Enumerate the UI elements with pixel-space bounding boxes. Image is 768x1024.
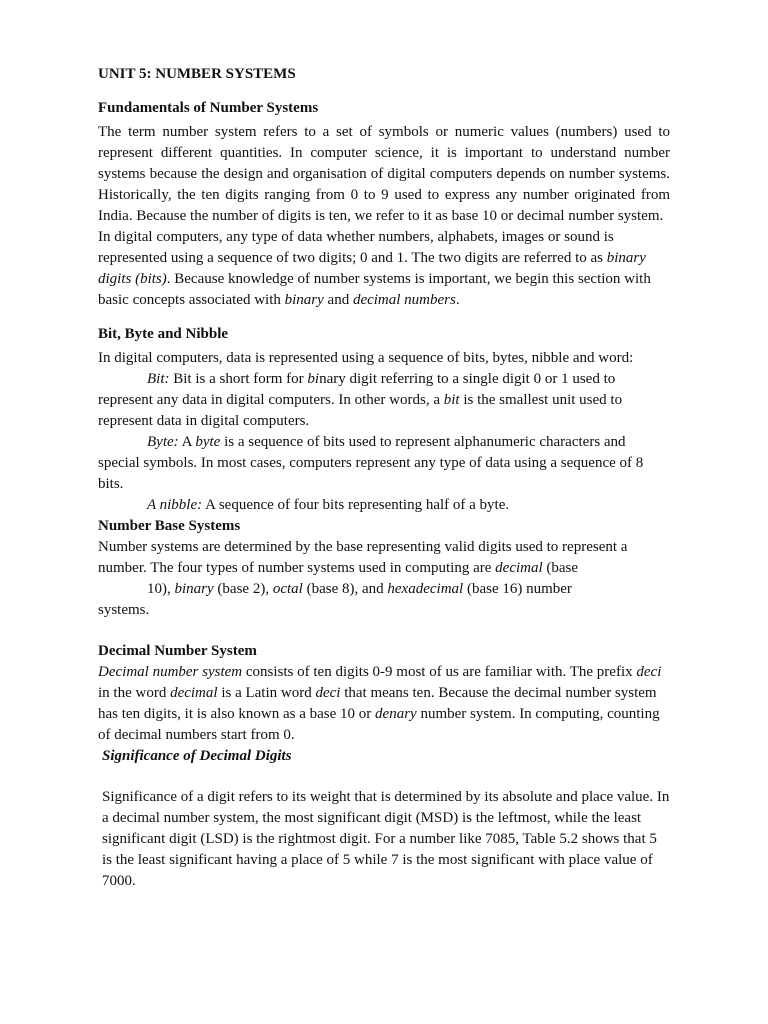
document-page xyxy=(98,64,670,892)
significance-paragraph: Significance of a digit refers to its weight that is determined by its absolute and place value. In a decimal number system, the most significant digit (MSD) is the leftmost, while the least significant digit (LSD) is the rightmost digit. For a number like 7085, Table 5.2 shows that 5 is the least significant having a place of 5 while 7 is the most significant with place value of 7000. xyxy=(102,789,670,889)
bit-definition: Bit: Bit is a short form for binary digit referring to a single digit 0 or 1 used to represent any data in digital computers. In other words, a bit is the smallest unit used to represent data in digital computers. xyxy=(98,371,623,429)
decimal-paragraph: Decimal number system consists of ten digits 0-9 most of us are familiar with. The prefix deci in the word decimal is a Latin word deci that means ten. Because the decimal number system has ten digits, it is also known as a base 10 or denary number system. In computing, counting of decimal numbers start from 0. xyxy=(98,664,662,743)
base-paragraph: Number systems are determined by the base representing valid digits used to represent a number. The four types of number systems used in computing are decimal (base 10), binary (base 2), octal (base 8), and hexadecimal (base 16) number systems. xyxy=(98,539,628,618)
bits-heading: Bit, Byte and Nibble xyxy=(98,326,229,342)
byte-definition: Byte: A byte is a sequence of bits used to represent alphanumeric characters and special symbols. In most cases, computers represent any type of data using a sequence of 8 bits. xyxy=(98,434,644,492)
nibble-definition: A nibble: A sequence of four bits representing half of a byte. xyxy=(147,497,510,513)
fundamentals-paragraph-2: In digital computers, any type of data whether numbers, alphabets, images or sound is represented using a sequence of two digits; 0 and 1. The two digits are referred to as binary digits (bits). Because knowledge of number systems is important, we begin this section with basic concepts associated with binary and decimal numbers. xyxy=(98,229,651,308)
base-heading: Number Base Systems xyxy=(98,518,241,534)
significance-heading: Significance of Decimal Digits xyxy=(102,748,292,764)
fundamentals-heading: Fundamentals of Number Systems xyxy=(98,100,319,116)
bits-intro: In digital computers, data is represented using a sequence of bits, bytes, nibble and word: xyxy=(98,350,634,366)
unit-title: UNIT 5: NUMBER SYSTEMS xyxy=(98,66,296,82)
fundamentals-paragraph-1: The term number system refers to a set of symbols or numeric values (numbers) used to represent different quantities. In computer science, it is important to understand number systems because the design and organisation of digital computers depends on number systems. Historically, the ten digits ranging from 0 to 9 used to express any number originated from India. Because the number of digits is ten, we refer to it as base 10 or decimal number system. xyxy=(98,124,670,224)
decimal-heading: Decimal Number System xyxy=(98,643,257,659)
